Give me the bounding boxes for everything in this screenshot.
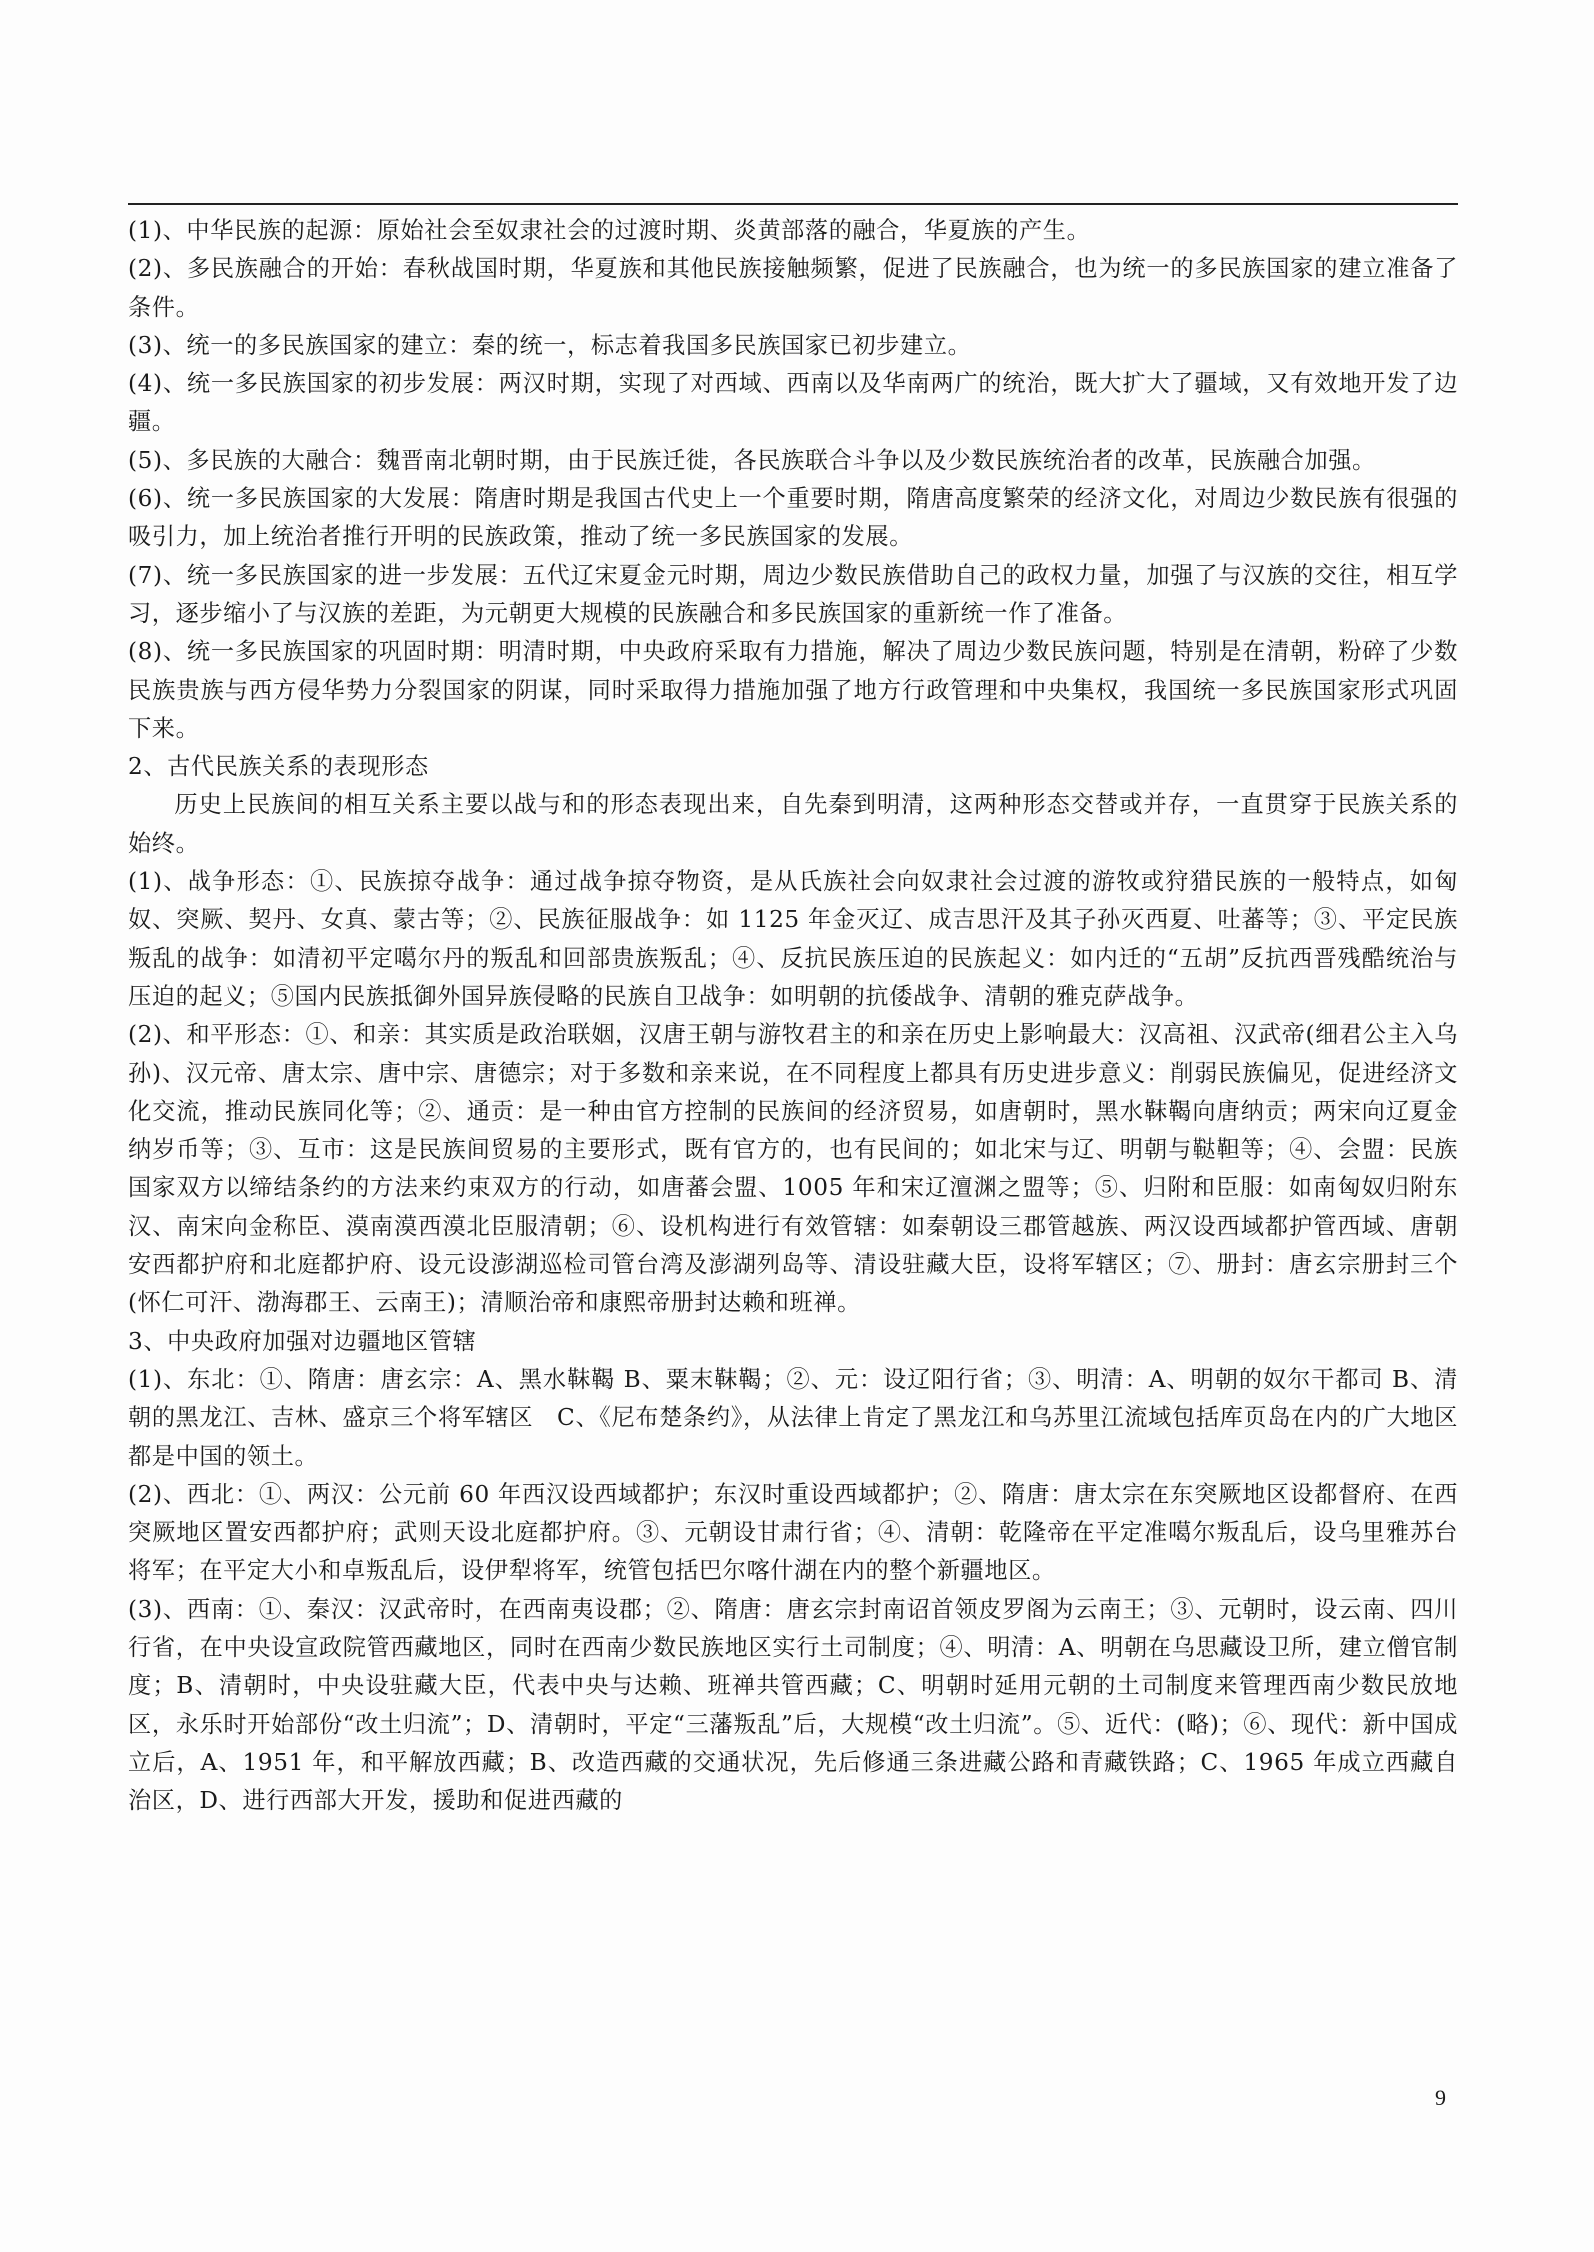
section-heading-ethnic-relations: 2、古代民族关系的表现形态 [128, 753, 429, 781]
paragraph-southwest: (3)、西南：①、秦汉：汉武帝时，在西南夷设郡；②、隋唐：唐玄宗封南诏首领皮罗阁为云南王；③、元朝时，设云南、四川行省，在中央设宣政院管西藏地区，同时在西南少数民族地区实行土司制度；④、明清：A、明朝在乌思藏设卫所，建立僧官制度；B、清朝时，中央设驻藏大臣，代表中央与达赖、班禅共管西藏；C、明朝时延用元朝的土司制度来管理西南少数民放地区，永乐时开始部份“改土归流”；D、清朝时，平定“三藩叛乱”后，大规模“改土归流”。⑤、近代：(略)；⑥、现代：新中国成立后，A、1951 年，和平解放西藏；B、改造西藏的交通状况，先后修通三条进藏公路和青藏铁路；C、1965 年成立西藏自治区，D、进行西部大开发，援助和促进西藏的 [128, 1595, 1458, 1815]
paragraph-great-fusion: (5)、多民族的大融合：魏晋南北朝时期，由于民族迁徙，各民族联合斗争以及少数民族统治者的改革，民族融合加强。 [128, 446, 1376, 474]
paragraph-initial-development: (4)、统一多民族国家的初步发展：两汉时期，实现了对西域、西南以及华南两广的统治，既大扩大了疆域，又有效地开发了边疆。 [128, 370, 1458, 436]
paragraph-great-development: (6)、统一多民族国家的大发展：隋唐时期是我国古代史上一个重要时期，隋唐高度繁荣的经济文化，对周边少数民族有很强的吸引力，加上统治者推行开明的民族政策，推动了统一多民族国家的发展。 [128, 485, 1458, 551]
paragraph-fusion-start: (2)、多民族融合的开始：春秋战国时期，华夏族和其他民族接触频繁，促进了民族融合，也为统一的多民族国家的建立准备了条件。 [128, 255, 1458, 321]
paragraph-consolidation: (8)、统一多民族国家的巩固时期：明清时期，中央政府采取有力措施，解决了周边少数民族问题，特别是在清朝，粉碎了少数民族贵族与西方侵华势力分裂国家的阴谋，同时采取得力措施加强了地方行政管理和中央集权，我国统一多民族国家形式巩固下来。 [128, 638, 1458, 742]
paragraph-further-development: (7)、统一多民族国家的进一步发展：五代辽宋夏金元时期，周边少数民族借助自己的政权力量，加强了与汉族的交往，相互学习，逐步缩小了与汉族的差距，为元朝更大规模的民族融合和多民族国家的重新统一作了准备。 [128, 561, 1458, 627]
paragraph-peace-forms: (2)、和平形态：①、和亲：其实质是政治联姻，汉唐王朝与游牧君主的和亲在历史上影响最大：汉高祖、汉武帝(细君公主入乌孙)、汉元帝、唐太宗、唐中宗、唐德宗；对于多数和亲来说，在不同程度上都具有历史进步意义：削弱民族偏见，促进经济文化交流，推动民族同化等；②、通贡：是一种由官方控制的民族间的经济贸易，如唐朝时，黑水靺鞨向唐纳贡；两宋向辽夏金纳岁币等；③、互市：这是民族间贸易的主要形式，既有官方的，也有民间的；如北宋与辽、明朝与鞑靼等；④、会盟：民族国家双方以缔结条约的方法来约束双方的行动，如唐蕃会盟、1005 年和宋辽澶渊之盟等；⑤、归附和臣服：如南匈奴归附东汉、南宋向金称臣、漠南漠西漠北臣服清朝；⑥、设机构进行有效管辖：如秦朝设三郡管越族、两汉设西域都护管西域、唐朝安西都护府和北庭都护府、设元设澎湖巡检司管台湾及澎湖列岛等、清设驻藏大臣，设将军辖区；⑦、册封：唐玄宗册封三个(怀仁可汗、渤海郡王、云南王)；清顺治帝和康熙帝册封达赖和班禅。 [128, 1021, 1458, 1317]
paragraph-war-forms: (1)、战争形态：①、民族掠夺战争：通过战争掠夺物资，是从氏族社会向奴隶社会过渡的游牧或狩猎民族的一般特点，如匈奴、突厥、契丹、女真、蒙古等；②、民族征服战争：如 1125 年金灭辽、成吉思汗及其子孙灭西夏、吐蕃等；③、平定民族叛乱的战争：如清初平定噶尔丹的叛乱和回部贵族叛乱；④、反抗民族压迫的民族起义：如内迁的“五胡”反抗西晋残酷统治与压迫的起义；⑤国内民族抵御外国异族侵略的民族自卫战争：如明朝的抗倭战争、清朝的雅克萨战争。 [128, 868, 1458, 1010]
section-heading-border-administration: 3、中央政府加强对边疆地区管辖 [128, 1327, 477, 1355]
paragraph-relations-intro: 历史上民族间的相互关系主要以战与和的形态表现出来，自先秦到明清，这两种形态交替或并存，一直贯穿于民族关系的始终。 [128, 791, 1458, 857]
document-body [128, 212, 1458, 1820]
paragraph-northeast: (1)、东北：①、隋唐：唐玄宗：A、黑水靺鞨 B、粟末靺鞨；②、元：设辽阳行省；③、明清：A、明朝的奴尔干都司 B、清朝的黑龙江、吉林、盛京三个将军辖区 C、《尼布楚条约》，从法律上肯定了黑龙江和乌苏里江流域包括库页岛在内的广大地区都是中国的领土。 [128, 1365, 1458, 1470]
paragraph-origin: (1)、中华民族的起源：原始社会至奴隶社会的过渡时期、炎黄部落的融合，华夏族的产生。 [128, 217, 1091, 244]
page-number: 9 [1435, 2085, 1446, 2110]
paragraph-unified-state: (3)、统一的多民族国家的建立：秦的统一，标志着我国多民族国家已初步建立。 [128, 331, 972, 359]
header-rule [128, 203, 1458, 205]
paragraph-northwest: (2)、西北：①、两汉：公元前 60 年西汉设西域都护；东汉时重设西域都护；②、隋唐：唐太宗在东突厥地区设都督府、在西突厥地区置安西都护府；武则天设北庭都护府。③、元朝设甘肃行省；④、清朝：乾隆帝在平定准噶尔叛乱后，设乌里雅苏台将军；在平定大小和卓叛乱后，设伊犁将军，统管包括巴尔喀什湖在内的整个新疆地区。 [128, 1480, 1458, 1585]
